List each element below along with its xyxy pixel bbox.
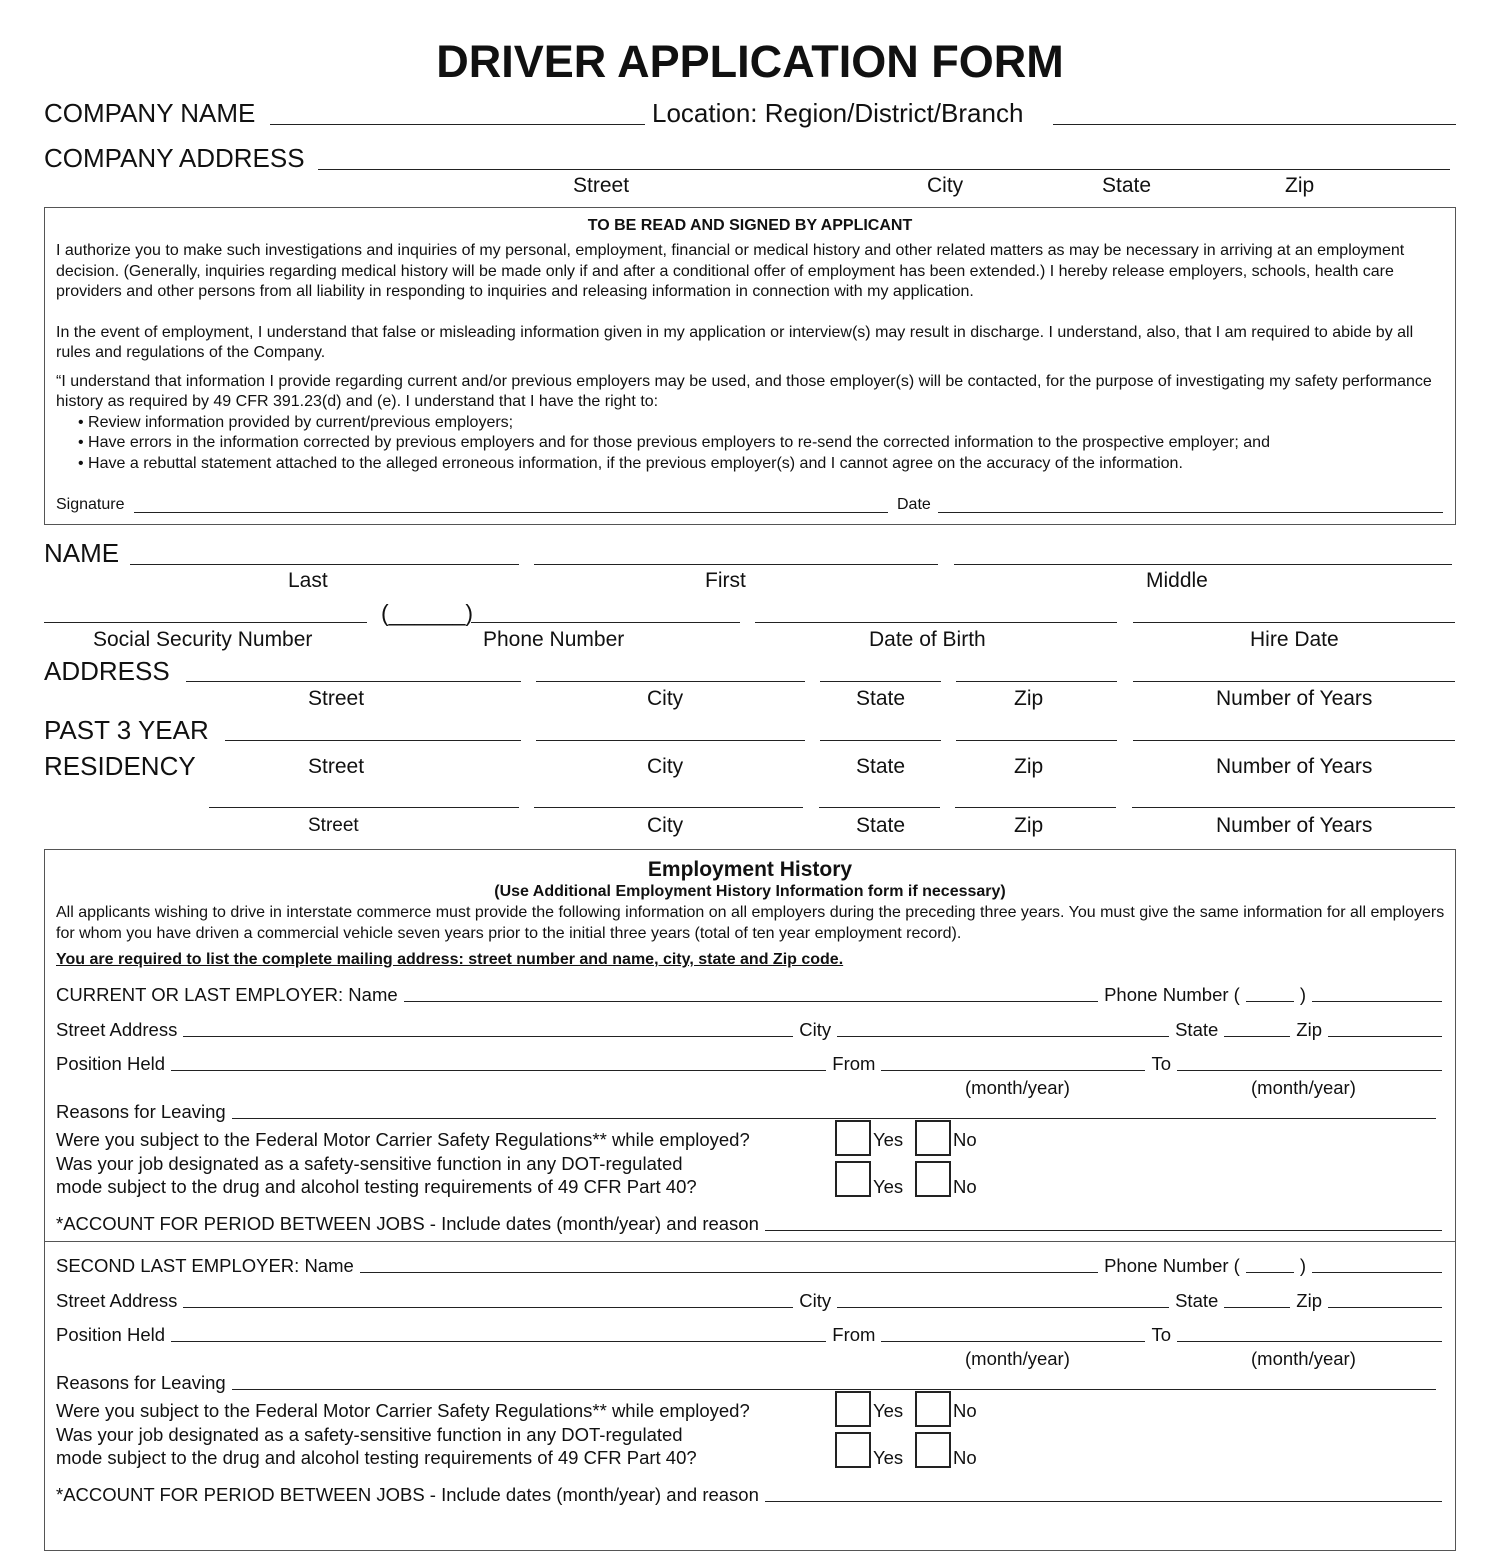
address-label: ADDRESS — [44, 656, 170, 686]
q2-text-line2: mode subject to the drug and alcohol testing requirements of 49 CFR Part 40? — [56, 1176, 697, 1197]
city-field[interactable] — [536, 681, 805, 682]
past-state-field-1[interactable] — [820, 740, 941, 741]
consent-bullet: • Review information provided by current/previous employers; — [78, 413, 514, 431]
phone-label: Phone Number ( — [1104, 1255, 1240, 1276]
from-label: From — [832, 1053, 876, 1074]
q2-no-label: No — [953, 1176, 977, 1197]
reasons-row — [56, 1099, 1436, 1123]
fmcsr-question — [56, 1399, 750, 1470]
street-field[interactable] — [183, 1036, 793, 1037]
caption-dob: Date of Birth — [869, 628, 986, 651]
q2-no-checkbox[interactable] — [915, 1161, 951, 1197]
caption-zip: Zip — [1014, 755, 1044, 778]
q1-yes-label: Yes — [873, 1129, 904, 1150]
consent-paragraph-2: In the event of employment, I understand that false or misleading information given in my application or interview(s) may result in discharge. I understand, also, that I am required to abide by all rules and regulations of the Company. — [56, 323, 1414, 361]
reasons-label: Reasons for Leaving — [56, 1101, 226, 1122]
zip-field[interactable] — [956, 681, 1117, 682]
account-field[interactable] — [765, 1501, 1442, 1502]
to-label: To — [1151, 1053, 1171, 1074]
years-field[interactable] — [1133, 681, 1455, 682]
position-field[interactable] — [171, 1341, 826, 1342]
caption-street: Street — [308, 687, 365, 710]
caption-years: Number of Years — [1216, 755, 1373, 778]
past-residency-label-2: RESIDENCY — [44, 751, 196, 781]
q2-yes-label: Yes — [873, 1447, 904, 1468]
q2-text-line1: Was your job designated as a safety-sensitive function in any DOT-regulated — [56, 1152, 683, 1174]
consent-heading: TO BE READ AND SIGNED BY APPLICANT — [587, 217, 913, 234]
q1-yes-label: Yes — [873, 1400, 904, 1421]
consent-paragraph-3: “I understand that information I provide regarding current and/or previous employers may be used, and those employer(s) will be contacted, for the purpose of investigating my safety performance history as required by 49 CFR 391.23(d) and (e). I understand that I have the right to: — [56, 372, 1432, 410]
first-name-field[interactable] — [534, 564, 938, 565]
city-label: City — [799, 1019, 832, 1040]
location-field[interactable] — [1053, 124, 1456, 125]
q1-no-label: No — [953, 1129, 977, 1150]
position-row — [56, 1051, 1442, 1075]
date-label: Date — [897, 496, 931, 513]
caption-last: Last — [288, 569, 328, 592]
last-name-field[interactable] — [130, 564, 519, 565]
q2-no-label: No — [953, 1447, 977, 1468]
dob-field[interactable] — [755, 622, 1117, 623]
company-address-label: COMPANY ADDRESS — [44, 143, 305, 173]
employer-name-label: SECOND LAST EMPLOYER: Name — [56, 1255, 354, 1276]
employer-name-row — [56, 1253, 1442, 1277]
caption-zip: Zip — [1285, 174, 1315, 197]
position-row — [56, 1322, 1442, 1346]
phone-label: Phone Number ( — [1104, 984, 1240, 1005]
past-zip-field-2[interactable] — [955, 807, 1116, 808]
past-city-field-1[interactable] — [536, 740, 805, 741]
q1-yes-checkbox[interactable] — [835, 1120, 871, 1156]
account-label: *ACCOUNT FOR PERIOD BETWEEN JOBS - Include dates (month/year) and reason — [56, 1484, 759, 1505]
from-label: From — [832, 1324, 876, 1345]
hire-date-field[interactable] — [1133, 622, 1455, 623]
employer-section — [0, 1253, 1500, 1513]
caption-street: Street — [573, 174, 630, 197]
account-row — [56, 1211, 1442, 1235]
caption-first: First — [705, 569, 746, 592]
q1-no-label: No — [953, 1400, 977, 1421]
past-street-field-1[interactable] — [225, 740, 521, 741]
q1-text: Were you subject to the Federal Motor Carrier Safety Regulations** while employed? — [56, 1129, 750, 1150]
from-caption: (month/year) — [965, 1348, 1070, 1369]
form-title: DRIVER APPLICATION FORM — [436, 36, 1064, 87]
caption-zip: Zip — [1014, 687, 1044, 710]
phone-field[interactable] — [1312, 1272, 1442, 1273]
caption-state: State — [1102, 174, 1152, 197]
street-label: Street Address — [56, 1290, 178, 1311]
state-label: State — [1175, 1019, 1219, 1040]
zip-field[interactable] — [1328, 1036, 1442, 1037]
caption-state: State — [856, 687, 906, 710]
q2-yes-checkbox[interactable] — [835, 1432, 871, 1468]
street-field[interactable] — [186, 681, 521, 682]
signature-label: Signature — [56, 496, 125, 513]
from-caption: (month/year) — [965, 1077, 1070, 1098]
employer-name-row — [56, 982, 1442, 1006]
caption-ssn: Social Security Number — [93, 628, 313, 651]
past-street-field-2[interactable] — [209, 807, 519, 808]
to-field[interactable] — [1177, 1341, 1442, 1342]
state-field[interactable] — [1224, 1307, 1290, 1308]
middle-name-field[interactable] — [954, 564, 1452, 565]
employer-name-field[interactable] — [404, 1001, 1098, 1002]
ssn-field[interactable] — [44, 622, 367, 623]
to-label: To — [1151, 1324, 1171, 1345]
employment-subheading: (Use Additional Employment History Information form if necessary) — [494, 883, 1006, 900]
caption-years: Number of Years — [1216, 814, 1373, 837]
location-label: Location: Region/District/Branch — [652, 98, 1024, 128]
state-field[interactable] — [1224, 1036, 1290, 1037]
q1-yes-checkbox[interactable] — [835, 1391, 871, 1427]
q1-no-checkbox[interactable] — [915, 1120, 951, 1156]
q2-yes-label: Yes — [873, 1176, 904, 1197]
caption-city: City — [647, 755, 684, 778]
phone-field[interactable] — [1312, 1001, 1442, 1002]
required-note: You are required to list the complete mailing address: street number and name, city, state and Zip code. — [56, 951, 844, 968]
state-field[interactable] — [820, 681, 941, 682]
phone-field[interactable] — [471, 622, 740, 623]
q2-yes-checkbox[interactable] — [835, 1161, 871, 1197]
area-code-field[interactable] — [1246, 1001, 1294, 1002]
street-field[interactable] — [183, 1307, 793, 1308]
q2-no-checkbox[interactable] — [915, 1432, 951, 1468]
area-code-field[interactable] — [1246, 1272, 1294, 1273]
city-field[interactable] — [837, 1036, 1169, 1037]
street-label: Street Address — [56, 1019, 178, 1040]
signature-field[interactable] — [134, 512, 888, 513]
company-name-label: COMPANY NAME — [44, 98, 256, 128]
caption-city: City — [647, 687, 684, 710]
phone-paren-close: ) — [1299, 1255, 1306, 1276]
company-address-field[interactable] — [318, 169, 1450, 170]
zip-label: Zip — [1296, 1019, 1322, 1040]
fmcsr-question — [56, 1128, 750, 1199]
zip-field[interactable] — [1328, 1307, 1442, 1308]
from-field[interactable] — [881, 1070, 1145, 1071]
area-code-field[interactable]: (______) — [381, 600, 474, 626]
company-name-field[interactable] — [270, 124, 645, 125]
q2-text-line2: mode subject to the drug and alcohol testing requirements of 49 CFR Part 40? — [56, 1447, 697, 1468]
past-state-field-2[interactable] — [819, 807, 940, 808]
zip-label: Zip — [1296, 1290, 1322, 1311]
position-label: Position Held — [56, 1324, 166, 1345]
state-label: State — [1175, 1290, 1219, 1311]
name-label: NAME — [44, 538, 120, 568]
employer-address-row — [56, 1017, 1442, 1041]
caption-hire-date: Hire Date — [1250, 628, 1339, 651]
past-years-field-1[interactable] — [1133, 740, 1455, 741]
q1-no-checkbox[interactable] — [915, 1391, 951, 1427]
reasons-field[interactable] — [232, 1389, 1436, 1390]
past-residency-label: PAST 3 YEAR — [44, 715, 209, 745]
position-field[interactable] — [171, 1070, 826, 1071]
caption-city: City — [647, 814, 684, 837]
phone-paren-close: ) — [1299, 984, 1306, 1005]
to-caption: (month/year) — [1251, 1348, 1356, 1369]
caption-state: State — [856, 814, 906, 837]
consent-bullet: • Have a rebuttal statement attached to the alleged erroneous information, if the previous employer(s) and I cannot agree on the accuracy of the information. — [78, 454, 1183, 472]
past-city-field-2[interactable] — [534, 807, 803, 808]
caption-street: Street — [308, 815, 359, 836]
employer-name-label: CURRENT OR LAST EMPLOYER: Name — [56, 984, 398, 1005]
account-label: *ACCOUNT FOR PERIOD BETWEEN JOBS - Include dates (month/year) and reason — [56, 1213, 759, 1234]
account-field[interactable] — [765, 1230, 1442, 1231]
caption-state: State — [856, 755, 906, 778]
past-zip-field-1[interactable] — [956, 740, 1117, 741]
employer-section — [0, 982, 1500, 1242]
past-years-field-2[interactable] — [1132, 807, 1455, 808]
caption-years: Number of Years — [1216, 687, 1373, 710]
date-field[interactable] — [938, 512, 1443, 513]
consent-text — [56, 241, 1451, 474]
caption-city: City — [927, 174, 964, 197]
consent-bullet: • Have errors in the information corrected by previous employers and for those previous employers to re-send the corrected information to the prospective employer; and — [78, 434, 1270, 451]
reasons-row — [56, 1370, 1436, 1394]
reasons-label: Reasons for Leaving — [56, 1372, 226, 1393]
city-label: City — [799, 1290, 832, 1311]
q1-text: Were you subject to the Federal Motor Carrier Safety Regulations** while employed? — [56, 1400, 750, 1421]
city-field[interactable] — [837, 1307, 1169, 1308]
employment-intro: All applicants wishing to drive in interstate commerce must provide the following information on all employers during the preceding three years. You must give the same information for all employers for whom you have driven a commercial vehicle seven years prior to the initial three years (total of ten year employment record). — [56, 904, 1445, 942]
q2-text-line1: Was your job designated as a safety-sensitive function in any DOT-regulated — [56, 1423, 683, 1445]
account-row — [56, 1482, 1442, 1506]
employer-address-row — [56, 1288, 1442, 1312]
caption-street: Street — [308, 755, 365, 778]
consent-paragraph-1: I authorize you to make such investigations and inquiries of my personal, employment, financial or medical history and other related matters as may be necessary in arriving at an employment decision. (Generally, inquiries regarding medical history will be made only if and after a conditional offer of employment has been extended.) I hereby release employers, schools, health care providers and other persons from all liability in responding to inquiries and releasing information in connection with my application. — [56, 242, 1405, 300]
caption-phone: Phone Number — [483, 628, 625, 651]
employment-heading: Employment History — [647, 858, 853, 881]
caption-zip: Zip — [1014, 814, 1044, 837]
employer-name-field[interactable] — [360, 1272, 1098, 1273]
position-label: Position Held — [56, 1053, 166, 1074]
caption-middle: Middle — [1146, 569, 1208, 592]
to-field[interactable] — [1177, 1070, 1442, 1071]
to-caption: (month/year) — [1251, 1077, 1356, 1098]
from-field[interactable] — [881, 1341, 1145, 1342]
reasons-field[interactable] — [232, 1118, 1436, 1119]
